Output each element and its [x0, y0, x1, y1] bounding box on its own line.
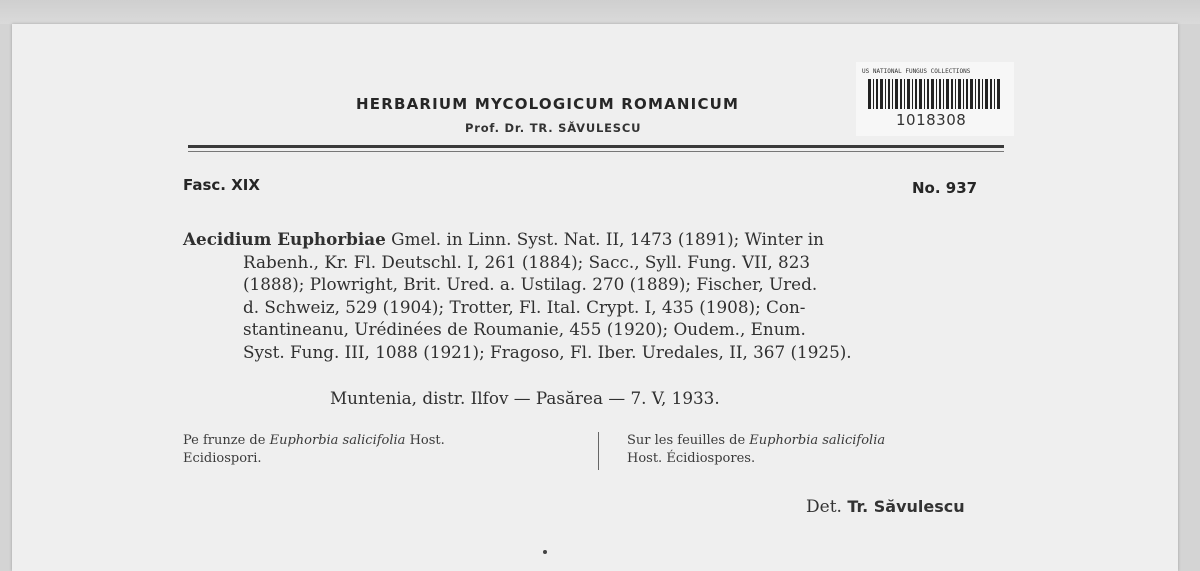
spore-stage: Ecidiospori. [183, 451, 262, 466]
host-note-text: Sur les feuilles de [627, 433, 750, 448]
species-name: Aecidium Euphorbiae [183, 229, 386, 249]
barcode-icon [868, 79, 1002, 109]
barcode-caption: US NATIONAL FUNGUS COLLECTIONS [862, 68, 971, 75]
host-note-line [627, 432, 1017, 450]
barcode-sticker [856, 62, 1014, 136]
fascicle-label: Fasc. XIX [183, 176, 260, 194]
host-note-line [183, 432, 583, 450]
bibliography-line [183, 228, 1001, 251]
host-note-text: Pe frunze de [183, 433, 270, 448]
spore-stage: Host. Écidiospores. [627, 451, 756, 466]
herbarium-title: HERBARIUM MYCOLOGICUM ROMANICUM [356, 95, 740, 113]
specimen-number: No. 937 [912, 179, 978, 197]
header-rule [188, 145, 1004, 148]
bibliography-line: (1888); Plowright, Brit. Ured. a. Ustilag. 270 (1889); Fischer, Ured. [243, 274, 818, 294]
collection-locality: Muntenia, distr. Ilfov — Pasărea — 7. V, 1933. [330, 388, 720, 408]
host-name: Euphorbia salicifolia [749, 433, 886, 448]
bibliography-line: stantineanu, Urédinées de Roumanie, 455 (1920); Oudem., Enum. [243, 319, 806, 339]
bibliography-line: Syst. Fung. III, 1088 (1921); Fragoso, Fl. Iber. Uredales, II, 367 (1925). [243, 341, 852, 362]
bibliography [183, 228, 1001, 363]
host-note-text: Host. [405, 433, 445, 448]
header-rule-thin [188, 151, 1004, 152]
background-edge [0, 0, 1200, 24]
determiner [806, 497, 965, 517]
bibliography-line: Rabenh., Kr. Fl. Deutschl. I, 261 (1884); Sacc., Syll. Fung. VII, 823 [243, 251, 811, 272]
bibliography-text: Gmel. in Linn. Syst. Nat. II, 1473 (1891); Winter in [385, 229, 824, 249]
determiner-name: Tr. Săvulescu [847, 497, 965, 516]
determiner-prefix: Det. [806, 497, 848, 517]
paper-speck [543, 550, 547, 554]
curator-name: Prof. Dr. TR. SĂVULESCU [465, 121, 642, 135]
host-note-french [627, 432, 1017, 468]
host-name: Euphorbia salicifolia [269, 433, 406, 448]
column-divider [598, 432, 599, 470]
bibliography-line: d. Schweiz, 529 (1904); Trotter, Fl. Ital. Crypt. I, 435 (1908); Con- [243, 296, 806, 317]
barcode-number: 1018308 [896, 111, 967, 129]
host-note-romanian [183, 432, 583, 468]
